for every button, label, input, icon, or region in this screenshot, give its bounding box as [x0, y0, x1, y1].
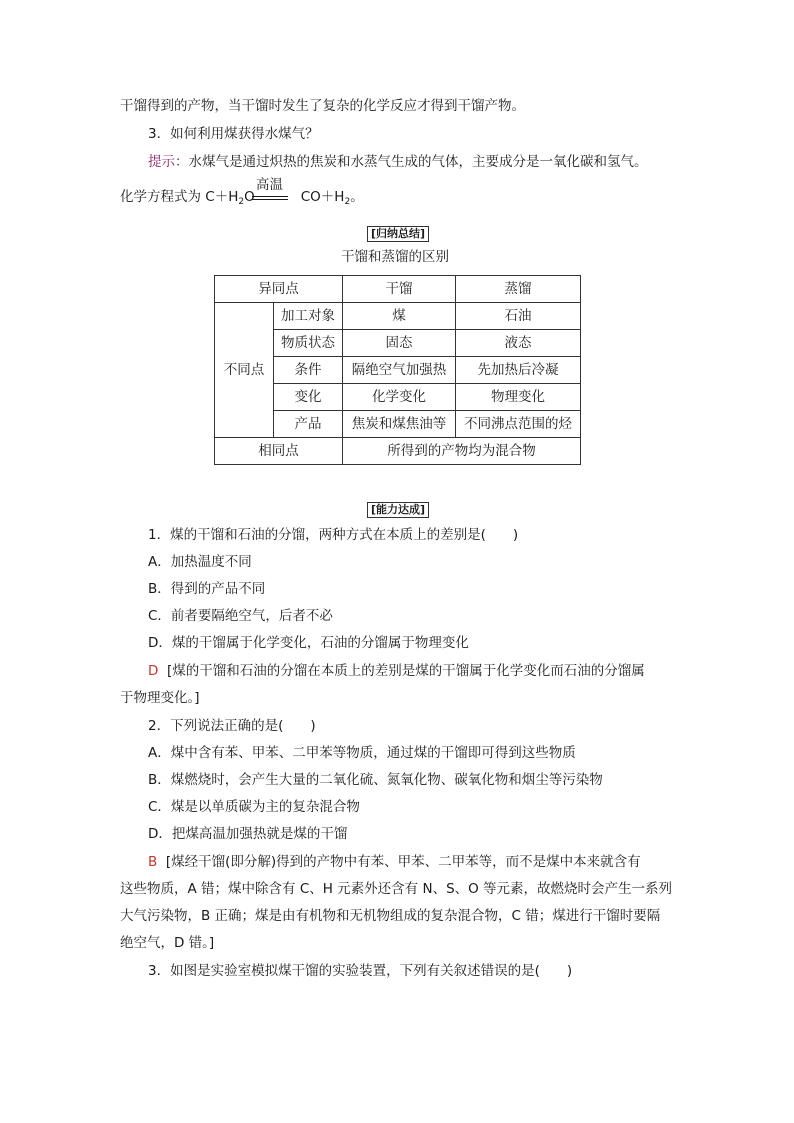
q2-option-c: C．煤是以单质碳为主的复杂混合物 — [148, 799, 360, 815]
q2-exp-line2: 这些物质，A 错；煤中除含有 C、H 元素外还含有 N、S、O 等元素，故燃烧时会产生一系列 — [120, 881, 673, 897]
q1-option-c: C．前者要隔绝空气，后者不必 — [148, 608, 333, 624]
eq-mid: O — [244, 189, 255, 205]
eq-prefix: 化学方程式为 C＋H — [120, 189, 239, 205]
practice-tag: [能力达成] — [367, 502, 429, 518]
table-cell: 变化 — [274, 384, 343, 411]
q1-option-d: D．煤的干馏属于化学变化，石油的分馏属于物理变化 — [148, 635, 469, 651]
table-cell: 液态 — [456, 330, 581, 357]
intro-line: 干馏得到的产物，当干馏时发生了复杂的化学反应才得到干馏产物。 — [120, 98, 525, 114]
q1-explanation — [148, 661, 645, 681]
chemical-equation — [120, 187, 364, 212]
q1-exp-line2: 于物理变化。] — [120, 690, 200, 706]
comparison-table — [214, 275, 581, 465]
table-cell: 固态 — [343, 330, 456, 357]
table-cell: 隔绝空气加强热 — [343, 357, 456, 384]
table-cell: 加工对象 — [274, 303, 343, 330]
table-cell: 条件 — [274, 357, 343, 384]
hint-text: 水煤气是通过炽热的焦炭和水蒸气生成的气体，主要成分是一氧化碳和氢气。 — [188, 154, 648, 170]
table-cell: 化学变化 — [343, 384, 456, 411]
eq-suffix: CO＋H — [300, 189, 345, 205]
question-3-intro: 3．如何利用煤获得水煤气？ — [148, 126, 319, 142]
same-text-cell: 所得到的产物均为混合物 — [343, 438, 581, 465]
eq-arrow-line — [252, 196, 288, 197]
q2-exp-line3: 大气污染物，B 正确；煤是由有机物和无机物组成的复杂混合物，C 错；煤进行干馏时要隔 — [120, 908, 661, 924]
table-cell: 石油 — [456, 303, 581, 330]
eq-subscript-1: 2 — [238, 197, 245, 207]
eq-condition: 高温 — [256, 177, 283, 193]
table-cell: 不同沸点范围的烃 — [456, 411, 581, 438]
question-3: 3．如图是实验室模拟煤干馏的实验装置，下列有关叙述错误的是( ) — [148, 963, 573, 979]
q2-option-a: A．煤中含有苯、甲苯、二甲苯等物质，通过煤的干馏即可得到这些物质 — [148, 745, 576, 761]
q2-explanation — [148, 852, 641, 872]
q2-exp-line4: 绝空气，D 错。] — [120, 935, 215, 951]
q2-option-d: D．把煤高温加强热就是煤的干馏 — [148, 826, 348, 842]
q2-option-b: B．煤燃烧时，会产生大量的二氧化硫、氮氧化物、碳氧化物和烟尘等污染物 — [148, 772, 603, 788]
q1-answer: D — [148, 663, 159, 679]
q1-exp-line1: [煤的干馏和石油的分馏在本质上的差别是煤的干馏属于化学变化而石油的分馏属 — [167, 663, 645, 679]
q2-exp-line1: [煤经干馏(即分解)得到的产物中有苯、甲苯、二甲苯等，而不是煤中本来就含有 — [165, 854, 641, 870]
eq-end: 。 — [350, 189, 364, 205]
q1-option-a: A．加热温度不同 — [148, 554, 252, 570]
table-cell: 焦炭和煤焦油等 — [343, 411, 456, 438]
eq-subscript-2: 2 — [344, 197, 351, 207]
question-1: 1．煤的干馏和石油的分馏，两种方式在本质上的差别是( ) — [148, 527, 519, 543]
table-header-cell: 干馏 — [343, 276, 456, 303]
hint-paragraph — [148, 152, 648, 172]
table-cell: 物理变化 — [456, 384, 581, 411]
table-cell: 产品 — [274, 411, 343, 438]
table-header-cell: 异同点 — [215, 276, 343, 303]
q1-option-b: B．得到的产品不同 — [148, 581, 266, 597]
table-title: 干馏和蒸馏的区别 — [341, 249, 449, 265]
table-row — [215, 303, 581, 330]
diff-label-cell: 不同点 — [215, 303, 274, 438]
eq-arrow-line-2 — [252, 199, 288, 200]
table-header-cell: 蒸馏 — [456, 276, 581, 303]
hint-label: 提示： — [148, 154, 189, 170]
table-cell: 煤 — [343, 303, 456, 330]
summary-tag: [归纳总结] — [367, 226, 429, 242]
table-row — [215, 276, 581, 303]
question-2: 2．下列说法正确的是( ) — [148, 718, 316, 734]
table-row — [215, 438, 581, 465]
table-cell: 物质状态 — [274, 330, 343, 357]
same-label-cell: 相同点 — [215, 438, 343, 465]
table-cell: 先加热后冷凝 — [456, 357, 581, 384]
q2-answer: B — [148, 854, 158, 870]
